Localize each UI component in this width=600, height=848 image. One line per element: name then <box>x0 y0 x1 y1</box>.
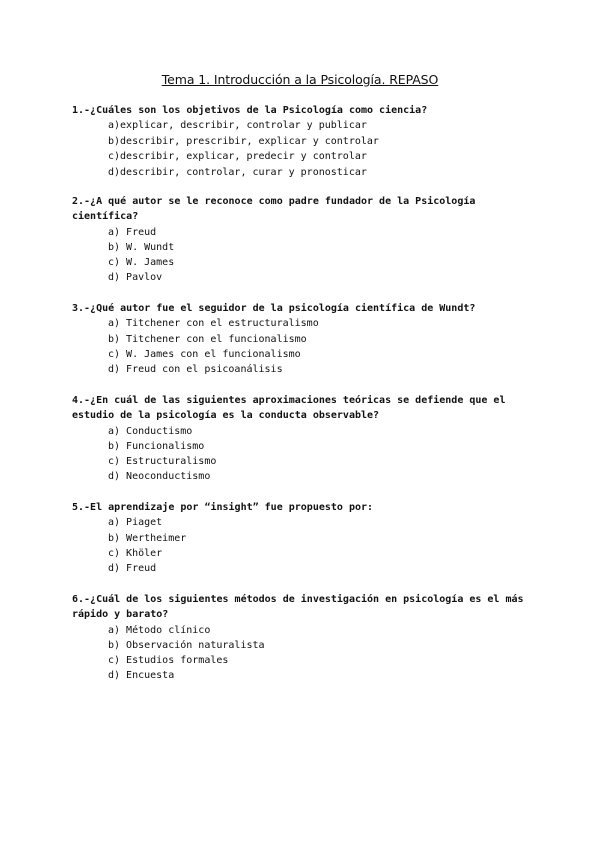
option-list <box>72 424 534 485</box>
option-d: d) Neoconductismo <box>108 471 211 483</box>
option-a: a) Conductismo <box>108 425 193 437</box>
question-text: 6.-¿Cuál de los siguientes métodos de investigación en psicología es el más rápido y barato? <box>72 594 524 621</box>
option-b: b)describir, prescribir, explicar y controlar <box>108 135 379 147</box>
option-list <box>72 225 534 286</box>
option-list <box>72 316 534 377</box>
option-c: c) Estudios formales <box>108 655 229 667</box>
option-d: d) Pavlov <box>108 272 163 284</box>
option-d: d) Freud <box>108 563 157 575</box>
option-a: a) Método clínico <box>108 624 211 636</box>
question-text: 2.-¿A qué autor se le reconoce como padre fundador de la Psicología científica? <box>72 196 476 223</box>
option-b: b) Titchener con el funcionalismo <box>108 333 307 345</box>
option-c: c) Khöler <box>108 547 163 559</box>
option-list <box>72 515 534 576</box>
page-title: Tema 1. Introducción a la Psicología. REPASO <box>161 72 439 87</box>
question-1 <box>72 103 534 180</box>
option-a: a) Freud <box>108 226 157 238</box>
question-2 <box>72 194 534 286</box>
option-a: a) Titchener con el estructuralismo <box>108 318 319 330</box>
question-4 <box>72 393 534 485</box>
option-d: d) Encuesta <box>108 670 175 682</box>
option-b: b) Observación naturalista <box>108 640 265 652</box>
option-list <box>72 623 534 684</box>
option-b: b) W. Wundt <box>108 242 175 254</box>
option-a: a) Piaget <box>108 517 163 529</box>
option-c: c)describir, explicar, predecir y controlar <box>108 151 367 163</box>
question-text: 3.-¿Qué autor fue el seguidor de la psicología científica de Wundt? <box>72 303 476 314</box>
option-list <box>72 118 534 180</box>
option-b: b) Funcionalismo <box>108 441 205 453</box>
question-text: 1.-¿Cuáles son los objetivos de la Psicología como ciencia? <box>72 105 428 116</box>
option-c: c) Estructuralismo <box>108 456 217 468</box>
question-text: 5.-El aprendizaje por “insight” fue propuesto por: <box>72 502 374 513</box>
option-b: b) Wertheimer <box>108 532 187 544</box>
option-d: d)describir, controlar, curar y pronosticar <box>108 166 367 178</box>
question-3 <box>72 301 534 377</box>
option-c: c) W. James <box>108 257 175 269</box>
question-6 <box>72 592 534 684</box>
question-text: 4.-¿En cuál de las siguientes aproximaciones teóricas se defiende que el estudio de la psicología es la conducta observable? <box>72 395 506 422</box>
option-c: c) W. James con el funcionalismo <box>108 348 301 360</box>
question-5 <box>72 500 534 576</box>
option-a: a)explicar, describir, controlar y publicar <box>108 120 367 132</box>
option-d: d) Freud con el psicoanálisis <box>108 364 283 376</box>
